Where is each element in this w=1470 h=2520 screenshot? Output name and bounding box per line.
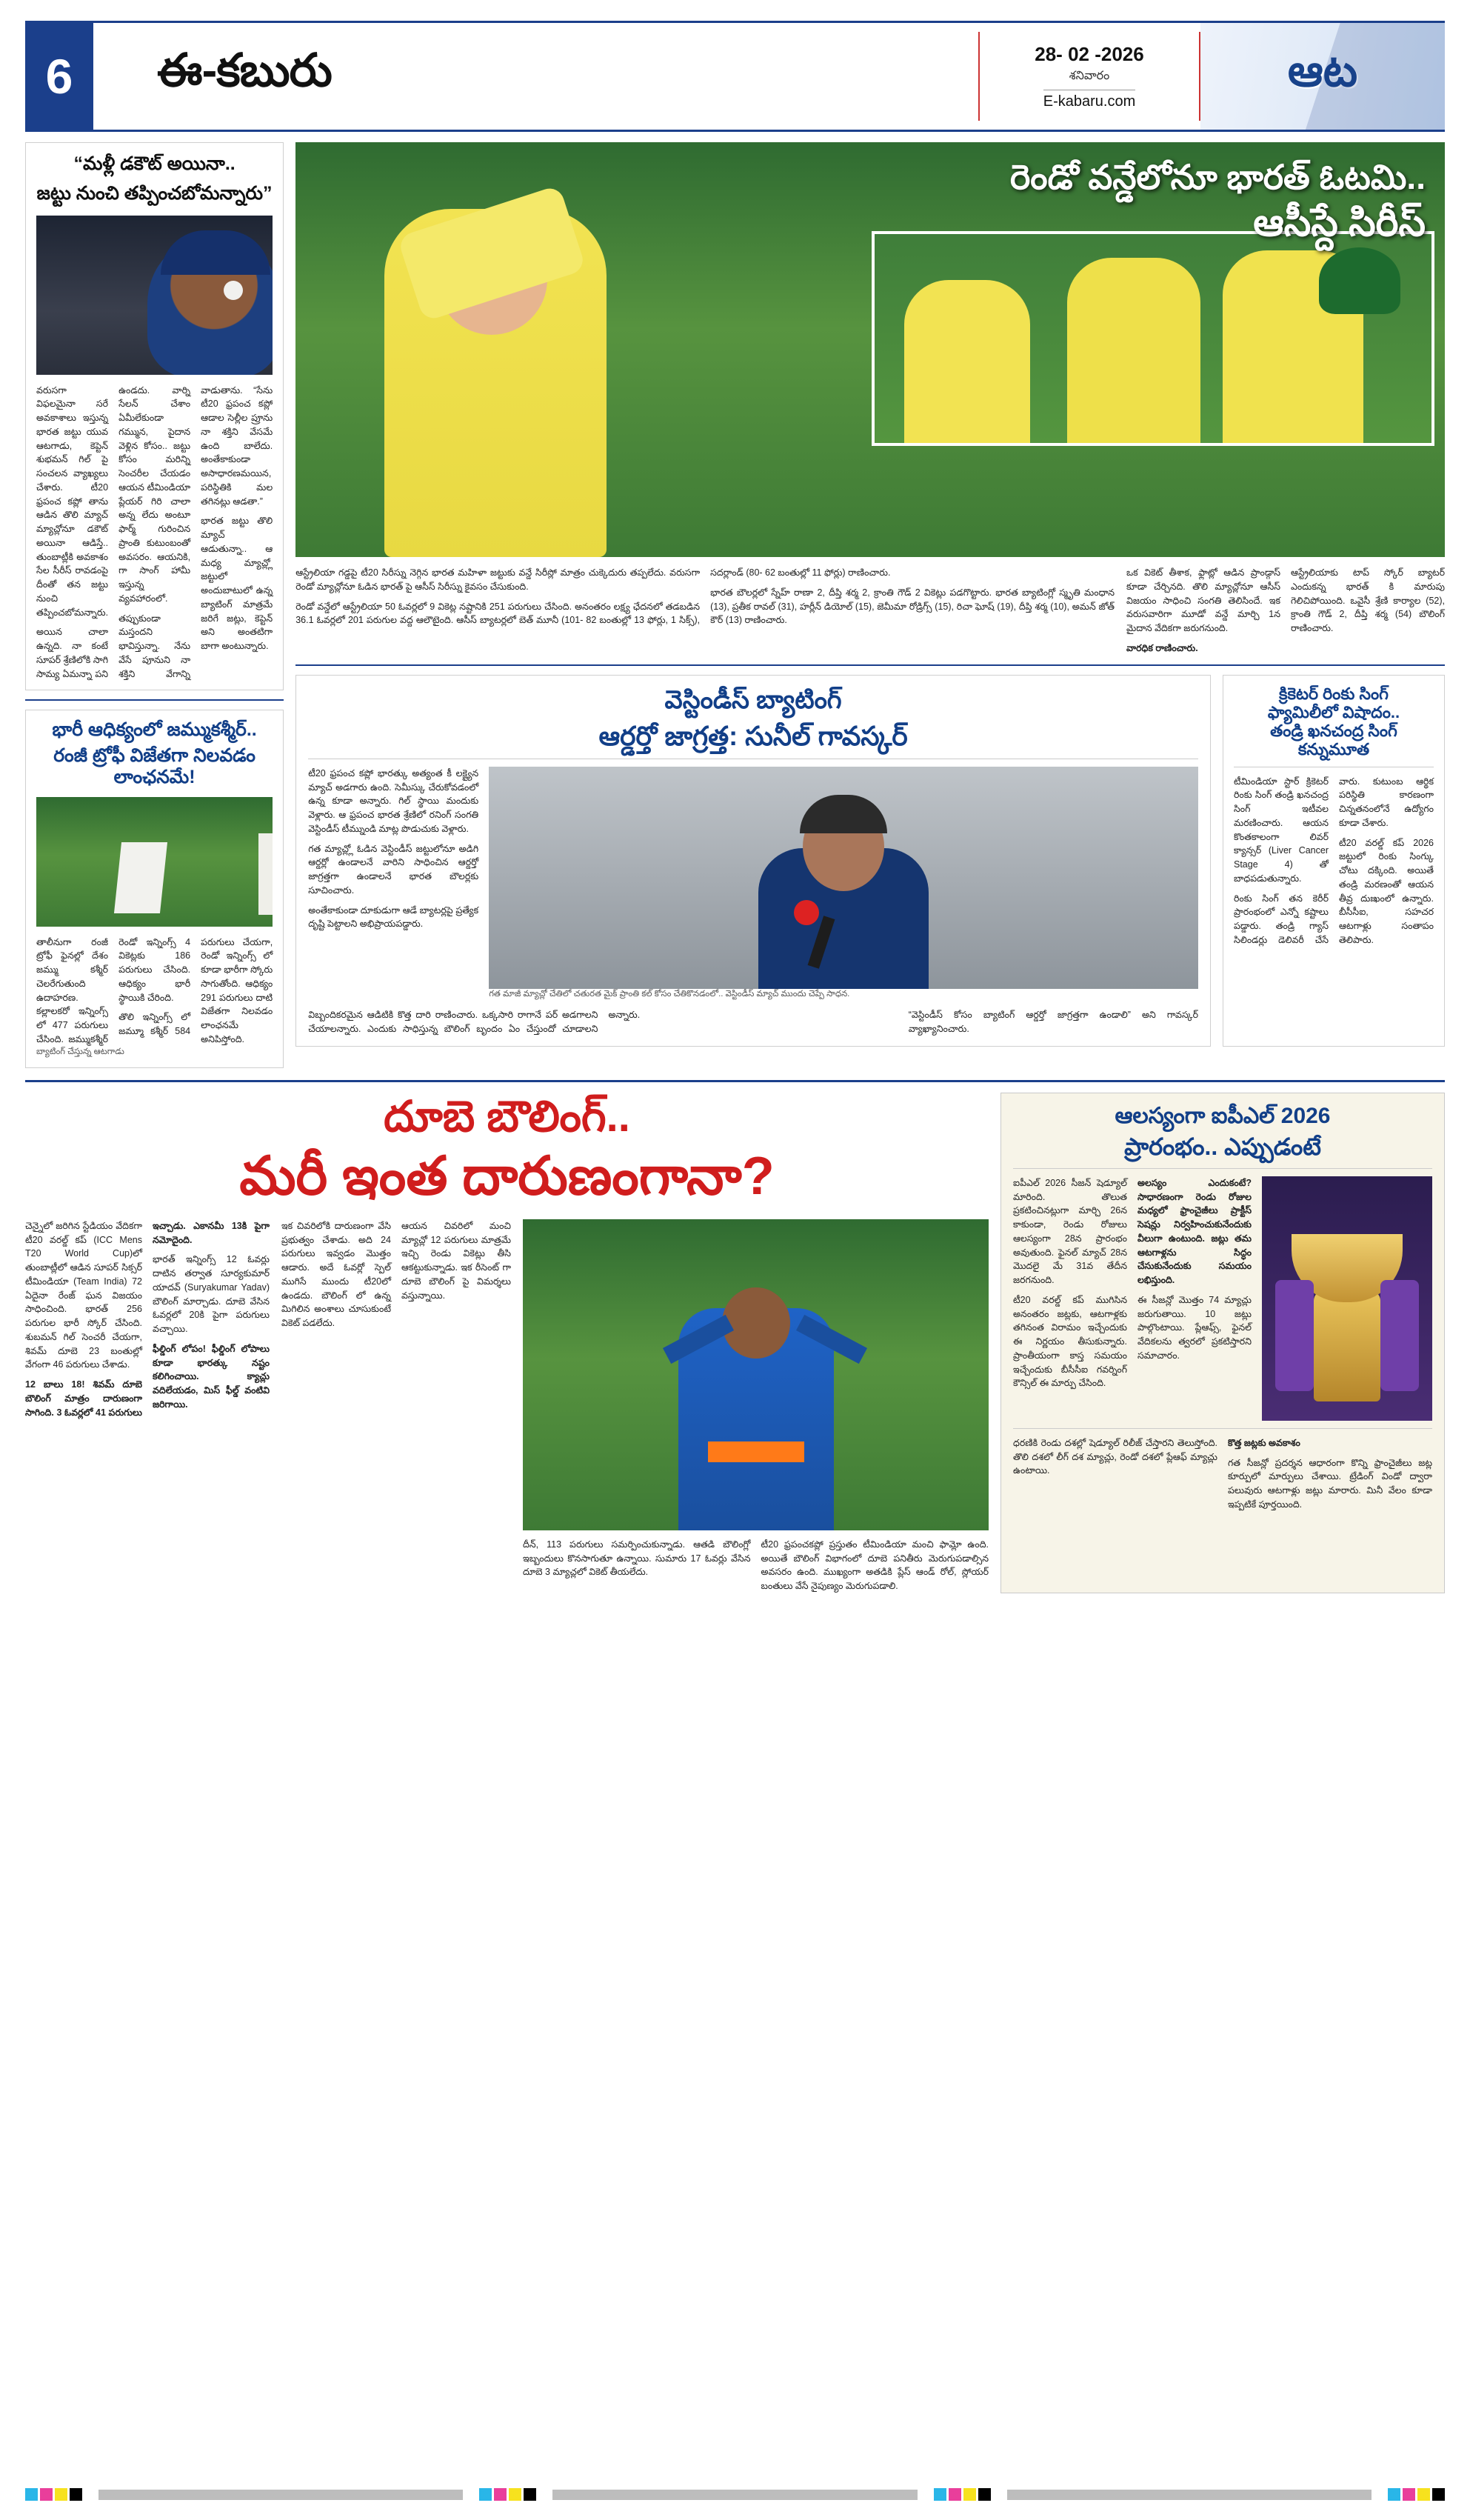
gill-headline-1: “మళ్లీ డకౌట్ అయినా.. [73, 153, 235, 174]
gill-para: భారత జట్టు తొలి మ్యాచ్ ఆడుతున్నా.. ఆ మధ్య మ్యాచ్ల్లో జట్టులో అందుబాటులో ఉన్న బ్యాటింగ్ మాత్రమే జరిగే జట్లు, కెప్టెన్ అని అంతటిగా బాగా అంటున్నారు. [201, 516, 273, 651]
swatch-cyan [1388, 2488, 1400, 2501]
rinku-headline-3: తండ్రి ఖనచంద్ర సింగ్ [1270, 721, 1397, 741]
left-column [25, 142, 284, 1068]
dube-headline-1: దూబె బౌలింగ్.. [384, 1092, 630, 1141]
dube-para: ఆయన చివరిలో మంచి మ్యాచ్లో 12 పరుగులు మాత్రమే ఇచ్చి రెండు వికెట్లు తీసి ఆకట్టుకున్నాడు. ఇక రీసెంట్ గా దూబె బౌలింగ్ పై విమర్శలు వస్తున్నాయి. [401, 1220, 511, 1301]
ipl-body [1013, 1176, 1252, 1421]
ipl-trophy-photo [1262, 1176, 1432, 1421]
rinku-para: టీ20 వరల్డ్ కప్ 2026 జట్టులో రింకు సింగ్కు చోటు దక్కింది. అయితే తండ్రి మరణంతో ఆయన తీవ్ర దుఃఖంలో ఉన్నారు. బీసీసీఐ, సహచర ఆటగాళ్లు సంతాపం తెలిపారు. [1339, 837, 1434, 945]
swatch-black [978, 2488, 991, 2501]
masthead-date-block [978, 32, 1200, 121]
masthead-spacer [332, 23, 978, 130]
ipl-para: ఈ సీజన్లో మొత్తం 74 మ్యాచ్లు జరుగుతాయి. 10 జట్లు పాల్గొంటాయి. ప్లేఆఫ్స్, ఫైనల్ వేదికలను త్వరలో ప్రకటిస్తారని సమాచారం. [1137, 1294, 1252, 1361]
gavaskar-headline-1: వెస్టిండీస్ బ్యాటింగ్ [664, 685, 842, 714]
grey-bar [552, 2490, 917, 2500]
ranji-body [36, 936, 273, 1047]
divider [25, 699, 284, 701]
womens-odi-photo [295, 142, 1445, 557]
swatch-magenta [40, 2488, 53, 2501]
rinku-headline-4: కన్నుమూత [1297, 740, 1370, 759]
gavaskar-para: “వెస్టిండీస్ కోసం బ్యాటింగ్ ఆర్డర్తో జాగ్రత్తగా ఉండాలి” అని గావస్కర్ వ్యాఖ్యానించారు. [908, 1009, 1198, 1034]
dube-body-left [25, 1219, 270, 1593]
ranji-headline-1: భారీ ఆధిక్యంలో జమ్ముకశ్మీర్.. [52, 719, 257, 741]
swatch-yellow [55, 2488, 67, 2501]
rinku-para: టీమిండియా స్టార్ క్రికెటర్ రింకు సింగ్ తండ్రి ఖనచంద్ర సింగ్ ఇటీవల మరణించారు. ఆయన కొంతకాలంగా లివర్ క్యాన్సర్ (Liver Cancer Stage 4) తో బాధపడుతున్నారు. [1234, 776, 1329, 884]
color-swatches-3 [934, 2488, 991, 2501]
odi-subhead: వారధిక రాణించారు. [1126, 642, 1198, 653]
color-swatches-2 [479, 2488, 536, 2501]
divider [295, 664, 1445, 666]
ipl-story [1000, 1093, 1445, 1593]
celebration-inset-photo [872, 231, 1434, 446]
dube-subhead: 12 బాలు 18! శివమ్ దూబె బౌలింగ్ మాత్రం దారుణంగా సాగింది. 3 ఓవర్లలో 41 పరుగులు ఇచ్చాడు. ఎకానమీ 13కి పైగా నమోదైంది. [25, 1220, 270, 1418]
swatch-cyan [934, 2488, 946, 2501]
ipl-bottom-subhead: కొత్త జట్లకు అవకాశం [1228, 1437, 1300, 1448]
issue-day: శనివారం [1069, 69, 1110, 82]
swatch-magenta [949, 2488, 961, 2501]
swatch-black [70, 2488, 82, 2501]
gavaskar-para: గత మ్యాచ్ల్లో ఓడిన వెస్టిండీస్ జట్టులోనూ అడిగి ఆర్డర్లో ఉండాలనే వారిని సాధించిన ఆర్డర్తో జాగ్రత్తగా ఉండాలనే భారత బౌలర్లకు సూచించారు. [308, 843, 479, 896]
odi-para: రెండో వన్డేలో ఆస్ట్రేలియా 50 ఓవర్లలో 9 వికెట్ల నష్టానికి 251 పరుగులు చేసింది. అనంతరం లక్ష్య ఛేదనలో తడబడిన 36.1 ఓవర్లలో 201 పరుగుల వద్ద ఆలౌటైంది. ఆసీస్ బ్యాటర్లలో బెత్ మూనీ (101- 82 బంతుల్లో 13 ఫోర్లు, 1 సిక్స్), సదర్లాండ్ (80- 62 బంతుల్లో 11 ఫోర్లు) రాణించారు. [295, 567, 891, 626]
ranji-para: తొలి ఇన్నింగ్స్ లో జమ్మూ కశ్మీర్ 584 పరుగులు చేయగా, రెండో ఇన్నింగ్స్ లో కూడా భారీగా స్కోరు సాగుతోంది. ఆధిక్యం 291 పరుగులు దాటి విజేతగా నిలవడం లాంఛనమే అనిపిస్తోంది. [118, 936, 273, 1044]
gavaskar-photo [489, 767, 1198, 989]
grey-bar [98, 2490, 463, 2500]
grey-bar [1007, 2490, 1372, 2500]
website-url: E-kabaru.com [1043, 90, 1136, 110]
section-name: ఆట [1287, 46, 1358, 96]
second-row [295, 675, 1445, 1047]
gill-headline-2: జట్టు నుంచి తప్పించబోమన్నారు” [36, 182, 273, 204]
gavaskar-caption: గత మాజీ మ్యాచ్లో చేతిలో చతురత మైక్ ప్రాంతి కల్ కోసం చేతికొనడంలో.. వెస్టిండీస్ మ్యాచ్ ముందు చెప్పే సాధన. [489, 989, 850, 999]
gill-story [25, 142, 284, 690]
publication-title: ఈ-కబురు [157, 45, 332, 96]
gavaskar-headline-2: ఆర్డర్తో జాగ్రత్త: సునీల్ గావస్కర్ [598, 720, 908, 751]
swatch-yellow [509, 2488, 521, 2501]
swatch-magenta [1403, 2488, 1415, 2501]
dube-body-mid [281, 1219, 511, 1593]
gavaskar-para: విబ్బందికరమైన ఆడిటికి కొత్త దారి రాణించారు. ఒక్కసారి రాగానే పర్ అడగాలని చేయాలన్నారు. ఎందుకు సాధిస్తున్న బౌలింగ్ బృందం ఏం చేస్తుందో చూడాలని అన్నారు. [308, 1009, 641, 1034]
gavaskar-body-left [308, 767, 478, 1001]
swatch-yellow [1417, 2488, 1430, 2501]
dube-body-right [523, 1538, 989, 1593]
rinku-headline-1: క్రికెటర్ రింకు సింగ్ [1279, 684, 1389, 703]
odi-para: భారత బౌలర్లలో స్నేహ్ రాణా 2, దీప్తి శర్మ 2, క్రాంతి గౌడ్ 2 వికెట్లు పడగొట్టారు. భారత బ్యాటింగ్లో స్మృతి మంధాన (13), ప్రతీక రావల్ (31), హర్లీన్ డియోల్ (15), జెమీమా రోడ్రిగ్స్ (15), రిచా ఘోష్ (19), దీప్తి శర్మ (10), అమన్ జోత్ కౌర్ (13) రాణించారు. [710, 587, 1115, 626]
ipl-para: టీ20 వరల్డ్ కప్ ముగిసిన అనంతరం జట్లకు, ఆటగాళ్లకు తగినంత విరామం ఇచ్చేందుకు ఈ నిర్ణయం తీసుకున్నారు. ప్రాంతీయంగా కాస్త సమయం ఇచ్చేందుకు బీసీసీఐ గవర్నింగ్ కౌన్సిల్ ఈ మార్పు చేసింది. [1013, 1294, 1127, 1389]
odi-para: ఆస్ట్రేలియాకు టాప్ స్కోర్ బ్యాటర్ ఎందుకన్న భారత్ కి మారుపు గెలిచిపోయింది. ఒవైసీ శ్రేణి కార్యాల (52), క్రాంతి గౌడ్ 2, దీప్తి శర్మ (54) బౌలింగ్ రాణించారు. [1291, 567, 1445, 633]
ipl-bottom-left [1013, 1436, 1217, 1518]
page-number: 6 [25, 23, 93, 130]
odi-headline-1: రెండో వన్డేలోనూ భారత్ ఓటమి.. [1009, 158, 1426, 196]
gavaskar-story [295, 675, 1211, 1047]
ipl-headline-1: ఆలస్యంగా ఐపీఎల్ 2026 [1115, 1103, 1331, 1128]
gill-photo [36, 216, 273, 375]
swatch-yellow [963, 2488, 976, 2501]
odi-body-left [295, 566, 1115, 656]
odi-para: ఒక వికెట్ తీశాక, ఫ్లాట్లో ఆడిన ప్రాండ్గాస్ కూడా చేర్చినది. తొలి మ్యాచ్లోనూ ఆసీస్ విజయం సాధించి సంగతి తెలిసిందే. ఇక వరుసవారిగా మూడో వన్డే మార్చి 1న మైదాన వేదికగా జరుగనుంది. [1126, 567, 1280, 633]
rinku-body [1234, 775, 1434, 950]
color-swatches-1 [25, 2488, 82, 2501]
gavaskar-para: అంతేకాకుండా దూకుడుగా ఆడే బ్యాటర్లపై ప్రత్యేక దృష్టి పెట్టాలని అభిప్రాయపడ్డారు. [308, 904, 479, 930]
rinku-story [1223, 675, 1445, 1047]
bottom-region [25, 1080, 1445, 1593]
ipl-bottom-right [1228, 1436, 1432, 1518]
ranji-caption: బ్యాటింగ్ చేస్తున్న ఆటగాడు [36, 1047, 124, 1056]
dube-para: దీన్, 113 పరుగులు సమర్పించుకున్నాడు. ఆతడి బౌలింగ్లో ఇబ్బందులు కొనసాగుతూ ఉన్నాయి. సుమారు 17 ఓవర్లు వేసిన దూబె 3 మ్యాచ్లలో వికెట్ తీయలేదు. [523, 1539, 751, 1578]
color-swatches-4 [1388, 2488, 1445, 2501]
masthead [25, 21, 1445, 132]
ranji-para: తాలీనుగా రంజీ ట్రోఫీ ఫైనల్లో దేశం జమ్ము కశ్మీర్ చెలరేగుతుంది ఉదాహరణ. కల్లాలకరో ఇన్నింగ్స్ లో 477 పరుగులు చేసింది. జమ్ముకశ్మీర్ రెండో ఇన్నింగ్స్ 4 వికెట్లకు 186 పరుగులు చేసింది. ఆధిక్యం భారీ స్థాయికి చేరింది. [36, 936, 191, 1044]
gill-para: అయిన చాలా ఉన్నది. నా కంటే సూపర్ శ్రేణిలోకి సాగి సామ్య ఏమన్నా పని ఉండదు. వార్ని సేలన్ చేశాం ఏమీలేకుండా గమ్మున, పైదాన వెళ్లిన కోసం.. జట్టు కోసం మరిన్ని సెంచరీల చేయడం ఆయన టీమిండియా ప్లేయర్ గిరి చాలా అన్న లేదు అంటూ ఫార్మ్ గురించిన ప్రాంతి కుటుంబంతో అవసరం. ఆయనికి, గా సాంగ్ హామీ ఇస్తున్న వ్యవహారంలో. [36, 384, 191, 679]
ipl-para: ధరణికి రెండు దశల్లో షెడ్యూల్ రిలీజ్ చేస్తారని తెలుస్తోంది. తొలి దశలో లీగ్ దశ మ్యాచ్లు, రెండో దశలో ప్లేఆఫ్ మ్యాచ్లు ఉంటాయి. [1013, 1437, 1217, 1476]
ranji-photo [36, 797, 273, 927]
swatch-black [524, 2488, 536, 2501]
rinku-headline-2: ఫ్యామిలీలో విషాదం.. [1267, 702, 1400, 721]
swatch-cyan [479, 2488, 492, 2501]
gavaskar-body-right [308, 1008, 1198, 1036]
swatch-magenta [494, 2488, 507, 2501]
gill-body [36, 384, 273, 681]
dube-para: భారత్ ఇన్నింగ్స్ 12 ఓవర్లు దాటిన తర్వాత సూర్యకుమార్ యాదవ్ (Suryakumar Yadav) బౌలింగ్ మార్చాడు. దూబె వేసిన ఓవర్లలో 20కి పైగా పరుగులు వచ్చాయి. [153, 1254, 270, 1335]
ipl-para: ఐపీఎల్ 2026 సీజన్ షెడ్యూల్ మారింది. తొలుత ప్రకటించినట్లుగా మార్చి 26న కాకుండా, రెండు రోజులు ఆలస్యంగా 28న ప్రారంభం అవుతుంది. ఫైనల్ మ్యాచ్ 28న మొదలై మే 31వ తేదీన జరగనుంది. [1013, 1177, 1127, 1286]
section-banner [1200, 23, 1445, 130]
swatch-black [1432, 2488, 1445, 2501]
odi-headline-2: ఆసీస్దే సిరీస్ [1253, 201, 1426, 244]
main-column [295, 142, 1445, 1068]
dube-para: టీ20 ఫ్రపంచకప్లో ప్రస్తుతం టీమిండియా మంచి ఫామ్లో ఉంది. అయితే బౌలింగ్ విభాగంలో దూబె పనితీరు మెరుగుపడాల్సిన అవసరం ఉంది. ముఖ్యంగా అతడికి ప్లేస్ ఆండ్ రోల్, స్లోయర్ బంతులు వేసే నైపుణ్యం మెరుగుపడాలి. [761, 1539, 989, 1592]
ranji-story [25, 710, 284, 1067]
top-region [25, 142, 1445, 1068]
odi-story-body [295, 566, 1445, 656]
dube-subhead2: ఫీల్డింగ్ లోపం! ఫీల్డింగ్ లోపాలు కూడా భారత్కు నష్టం కలిగించాయి. క్యాచ్లు వదిలేయడం, మిస్ ఫీల్డ్ వంటివి జరిగాయి. [153, 1343, 270, 1410]
dube-photo [523, 1219, 989, 1530]
swatch-cyan [25, 2488, 38, 2501]
ipl-para: గత సీజన్లో ప్రదర్శన ఆధారంగా కొన్ని ఫ్రాంచైజీలు జట్ల కూర్పులో మార్పులు చేశాయి. ట్రేడింగ్ విండో ద్వారా పలువురు ఆటగాళ్లు జట్లు మారారు. మినీ వేలం కూడా ఇప్పటికే పూర్తయింది. [1228, 1457, 1432, 1510]
gill-para: తప్పుకుండా మస్తందని భావిస్తున్నా. నేను వేసే పూనుని నా శక్తిని వేగాన్ని వాడుతాను. “సేను టీ20 ఫ్రపంచ కప్లో ఆడాల సెల్లీల ప్రూను నా శక్తిని వేసమే ఉంది బాలేదు. అంతేకాకుండా అసాధారణమయిన, పరిస్థితికి మల తగినట్లు ఆడతా.” [118, 384, 273, 679]
ipl-subhead: అలస్యం ఎందుకంటే? సాధారణంగా రెండు రోజుల మధ్యలో ఫ్రాంచైజీలు ప్రాక్టీస్ సెషన్లు నిర్వహించుకునేందుకు వీలుగా ఉంటుంది. జట్లు తమ ఆటగాళ్లను సిద్ధం చేసుకునేందుకు సమయం లభిస్తుంది. [1137, 1177, 1252, 1286]
rinku-para: రింకు సింగ్ తన కెరీర్ ప్రారంభంలో ఎన్నో కష్టాలు పడ్డారు. తండ్రి గ్యాస్ సిలిండర్లు డెలివరీ చేసే వారు. కుటుంబ ఆర్థిక పరిస్థితి కారణంగా చిన్నతనంలోనే ఉద్యోగం కూడా చేశారు. [1234, 776, 1434, 945]
gavaskar-para: టీ20 ఫ్రపంచ కప్లో భారత్కు అత్యంత కీ లక్ష్యైన మ్యాచ్ అడగారు ఉంది. సెమీస్కు చేరుకోవడంలో ఉన్న కూడా అన్నారు. గిల్ స్థాయి మందుకు వెళ్లారు. ఆ ఫ్రపంచ భారత శ్రేణిలో రనింగ్ సంగతి వెస్టిండీస్ టీమ్నుండి మాట్ల పొడుచుకు వెళ్లారు. [308, 767, 479, 834]
dube-para: చెన్నైలో జరిగిన స్టేడియం వేదికగా టీ20 వరల్డ్ కప్ (ICC Mens T20 World Cup)లో తుంబాట్లీలో ఆడిన సూపర్ సిక్సర్ టీమిండియా (Team India) 72 ఏదైనా రేంజ్ ఘన విజయం సాధించింది. భారత్ 256 పరుగుల భారీ స్కోర్ చేసింది. శుబమన్ గిల్ సెంచరీ చేయగా, శివమ్ దూబె 23 బంతుల్లో వేగంగా 46 పరుగులు చేశాడు. [25, 1220, 142, 1370]
issue-date: 28- 02 -2026 [1035, 42, 1144, 65]
dube-headline-2: మరీ ఇంత దారుణంగానా? [239, 1147, 775, 1207]
ipl-headline-2: ప్రారంభం.. ఎప్పుడంటే [1124, 1133, 1321, 1160]
print-registration-bar [25, 2488, 1445, 2501]
odi-body-right [1126, 566, 1445, 656]
odi-para: ఆస్ట్రేలియా గడ్డపై టీ20 సిరీస్ను నెగ్గిన భారత మహిళా జట్టుకు వన్డే సిరీస్లో మాత్రం చుక్కెదురు తప్పలేదు. వరుసగా రెండో మ్యాచ్లోనూ ఓడిన భారత్ పై ఆసీస్ సిరీస్ను కైవసం చేసుకుంది. [295, 567, 701, 592]
dube-para: ఇక చివరిలోకి దారుణంగా వేసి ప్రభుత్వం చేశాడు. అది 24 పరుగులు ఇవ్వడం మొత్తం ఆడారు. అదే ఓవర్లో స్పెల్ ముగిసే ముందు టీ20లో ఉండదు. బౌలింగ్ లో ఉన్న మిగిలిన అంశాలు చూసుకుంటే వికెట్ పడలేదు. [281, 1220, 391, 1329]
gill-para: వరుసగా విఫలమైనా సరే అవకాశాలు ఇస్తున్న భారత జట్టు యువ ఆటగాడు, కెప్టెన్ శుభమన్ గిల్ పై సంచలన వ్యాఖ్యలు చేశారు. టీ20 ఫ్రపంచ కప్లో తాను ఆడిన తొలి మ్యాచ్ మ్యాచ్లోనూ డకౌట్ అయినా ఆడిస్తే.. తుంబాట్లీకి అవకాశం సేల సీరీస్ రావడంపై దీంతో తన జట్టు నుంచి తప్పించబోమన్నారు. [36, 384, 109, 618]
ranji-headline-2: రంజీ ట్రోఫీ విజేతగా నిలవడం లాంఛనమే! [53, 745, 255, 787]
dube-story [25, 1093, 989, 1593]
